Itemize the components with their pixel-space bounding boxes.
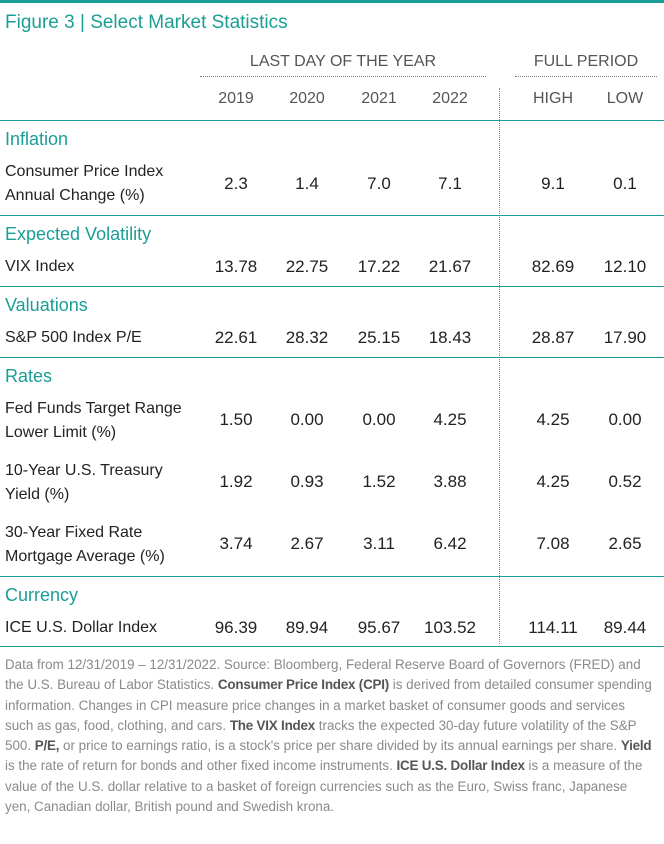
- col-header-2019: 2019: [218, 90, 254, 107]
- group-header-full-period: FULL PERIOD: [533, 53, 639, 70]
- cell-fed-2020: 0.00: [290, 410, 324, 429]
- col-header-2022: 2022: [432, 90, 468, 107]
- section-title-valuations: Valuations: [5, 295, 88, 315]
- cell-10yr-2020: 0.93: [290, 472, 324, 491]
- group-rule-full-period: [515, 76, 657, 77]
- cell-pe-low: 17.90: [603, 328, 647, 347]
- cell-30yr-2020: 2.67: [290, 534, 324, 553]
- column-divider: [499, 88, 500, 644]
- group-rule-last-day: [200, 76, 486, 77]
- row-label-10yr-treasury: [5, 459, 163, 507]
- col-header-2021: 2021: [361, 90, 397, 107]
- row-label-fed-funds: [5, 397, 182, 445]
- cell-usd-high: 114.11: [528, 618, 578, 637]
- section-title-rates: Rates: [5, 366, 53, 386]
- cell-fed-2022: 4.25: [433, 410, 467, 429]
- row-label-line: ICE U.S. Dollar Index: [5, 619, 158, 636]
- section-title-currency: Currency: [5, 585, 79, 605]
- section-rule: [0, 357, 664, 358]
- cell-10yr-2022: 3.88: [433, 472, 467, 491]
- row-label-line: Yield (%): [5, 486, 70, 503]
- cell-vix-2022: 21.67: [428, 257, 472, 276]
- top-rule: [0, 0, 664, 3]
- cell-vix-low: 12.10: [603, 257, 647, 276]
- row-label-line: VIX Index: [5, 258, 75, 275]
- group-header-last-day: LAST DAY OF THE YEAR: [249, 53, 437, 70]
- table-bottom-rule: [0, 646, 664, 647]
- row-label-line: Fed Funds Target Range: [5, 400, 182, 417]
- cell-fed-2019: 1.50: [219, 410, 253, 429]
- row-label-line: Consumer Price Index: [5, 163, 164, 180]
- cell-vix-2021: 17.22: [357, 257, 401, 276]
- row-label-line: Lower Limit (%): [5, 424, 117, 441]
- cell-fed-2021: 0.00: [362, 410, 396, 429]
- footnote-text: is derived from detailed consumer spending information. Changes in CPI measure price changes in a market basket of consumer goods and services such as gas, food, clothing, and cars.: [5, 677, 652, 733]
- cell-usd-2022: 103.52: [424, 618, 476, 637]
- cell-10yr-low: 0.52: [608, 472, 642, 491]
- col-header-high: HIGH: [533, 90, 573, 107]
- section-rule: [0, 215, 664, 216]
- footnote-text: or price to earnings ratio, is a stock's price per share divided by its annual earnings per share.: [63, 738, 618, 754]
- cell-10yr-2021: 1.52: [362, 472, 396, 491]
- row-label-line: S&P 500 Index P/E: [5, 329, 142, 346]
- row-label-vix: [5, 255, 74, 279]
- cell-30yr-high: 7.08: [536, 534, 570, 553]
- cell-fed-high: 4.25: [536, 410, 570, 429]
- cell-cpi-low: 0.1: [613, 174, 637, 193]
- cell-vix-2020: 22.75: [285, 257, 329, 276]
- cell-cpi-2022: 7.1: [438, 174, 462, 193]
- cell-pe-2021: 25.15: [357, 328, 401, 347]
- cell-30yr-2021: 3.11: [363, 534, 395, 553]
- footnote-term-dollar-index: ICE U.S. Dollar Index: [396, 758, 525, 774]
- row-label-line: Mortgage Average (%): [5, 548, 165, 565]
- footnote-text: tracks the expected 30-day future volatility of the S&P 500.: [5, 717, 637, 754]
- cell-30yr-2022: 6.42: [433, 534, 467, 553]
- footnote: [5, 655, 655, 817]
- cell-pe-2022: 18.43: [428, 328, 472, 347]
- figure-title: Figure 3 | Select Market Statistics: [5, 12, 288, 33]
- row-label-line: Annual Change (%): [5, 187, 145, 204]
- cell-pe-2019: 22.61: [214, 328, 258, 347]
- cell-10yr-2019: 1.92: [219, 472, 253, 491]
- section-rule: [0, 120, 664, 121]
- footnote-term-vix: The VIX Index: [229, 717, 316, 733]
- section-rule: [0, 286, 664, 287]
- section-rule: [0, 576, 664, 577]
- cell-pe-high: 28.87: [531, 328, 575, 347]
- cell-usd-2021: 95.67: [357, 618, 401, 637]
- cell-cpi-2019: 2.3: [224, 174, 248, 193]
- section-title-expected-volatility: Expected Volatility: [5, 224, 152, 244]
- cell-cpi-high: 9.1: [541, 174, 565, 193]
- row-label-line: 10-Year U.S. Treasury: [5, 462, 163, 479]
- footnote-text: is the rate of return for bonds and other fixed income instruments.: [5, 758, 393, 774]
- footnote-text: is a measure of the value of the U.S. dollar relative to a basket of foreign currencies such as the Euro, Swiss franc, Japanese yen, Canadian dollar, British pound and Swedish krona.: [5, 758, 643, 815]
- footnote-term-pe: P/E,: [34, 738, 60, 754]
- cell-fed-low: 0.00: [608, 410, 642, 429]
- footnote-term-yield: Yield: [620, 738, 652, 754]
- cell-10yr-high: 4.25: [536, 472, 570, 491]
- row-label-sp500-pe: [5, 326, 142, 350]
- cell-usd-2020: 89.94: [285, 618, 329, 637]
- footnote-term-cpi: Consumer Price Index (CPI): [217, 677, 390, 693]
- cell-vix-high: 82.69: [531, 257, 575, 276]
- cell-usd-low: 89.44: [603, 618, 647, 637]
- cell-cpi-2021: 7.0: [367, 174, 391, 193]
- row-label-line: 30-Year Fixed Rate: [5, 524, 143, 541]
- row-label-cpi: [5, 160, 163, 208]
- cell-30yr-2019: 3.74: [219, 534, 253, 553]
- section-title-inflation: Inflation: [5, 129, 69, 149]
- cell-vix-2019: 13.78: [214, 257, 258, 276]
- cell-30yr-low: 2.65: [608, 534, 642, 553]
- cell-usd-2019: 96.39: [214, 618, 258, 637]
- row-label-30yr-mortgage: [5, 521, 165, 569]
- col-header-low: LOW: [606, 90, 644, 107]
- cell-cpi-2020: 1.4: [295, 174, 319, 193]
- cell-pe-2020: 28.32: [285, 328, 329, 347]
- footnote-text: Data from 12/31/2019 – 12/31/2022. Source: Bloomberg, Federal Reserve Board of Governors (FRED) and the U.S. Bureau of Labor Statistics.: [5, 657, 641, 693]
- row-label-dollar-index: [5, 616, 157, 640]
- col-header-2020: 2020: [289, 90, 325, 107]
